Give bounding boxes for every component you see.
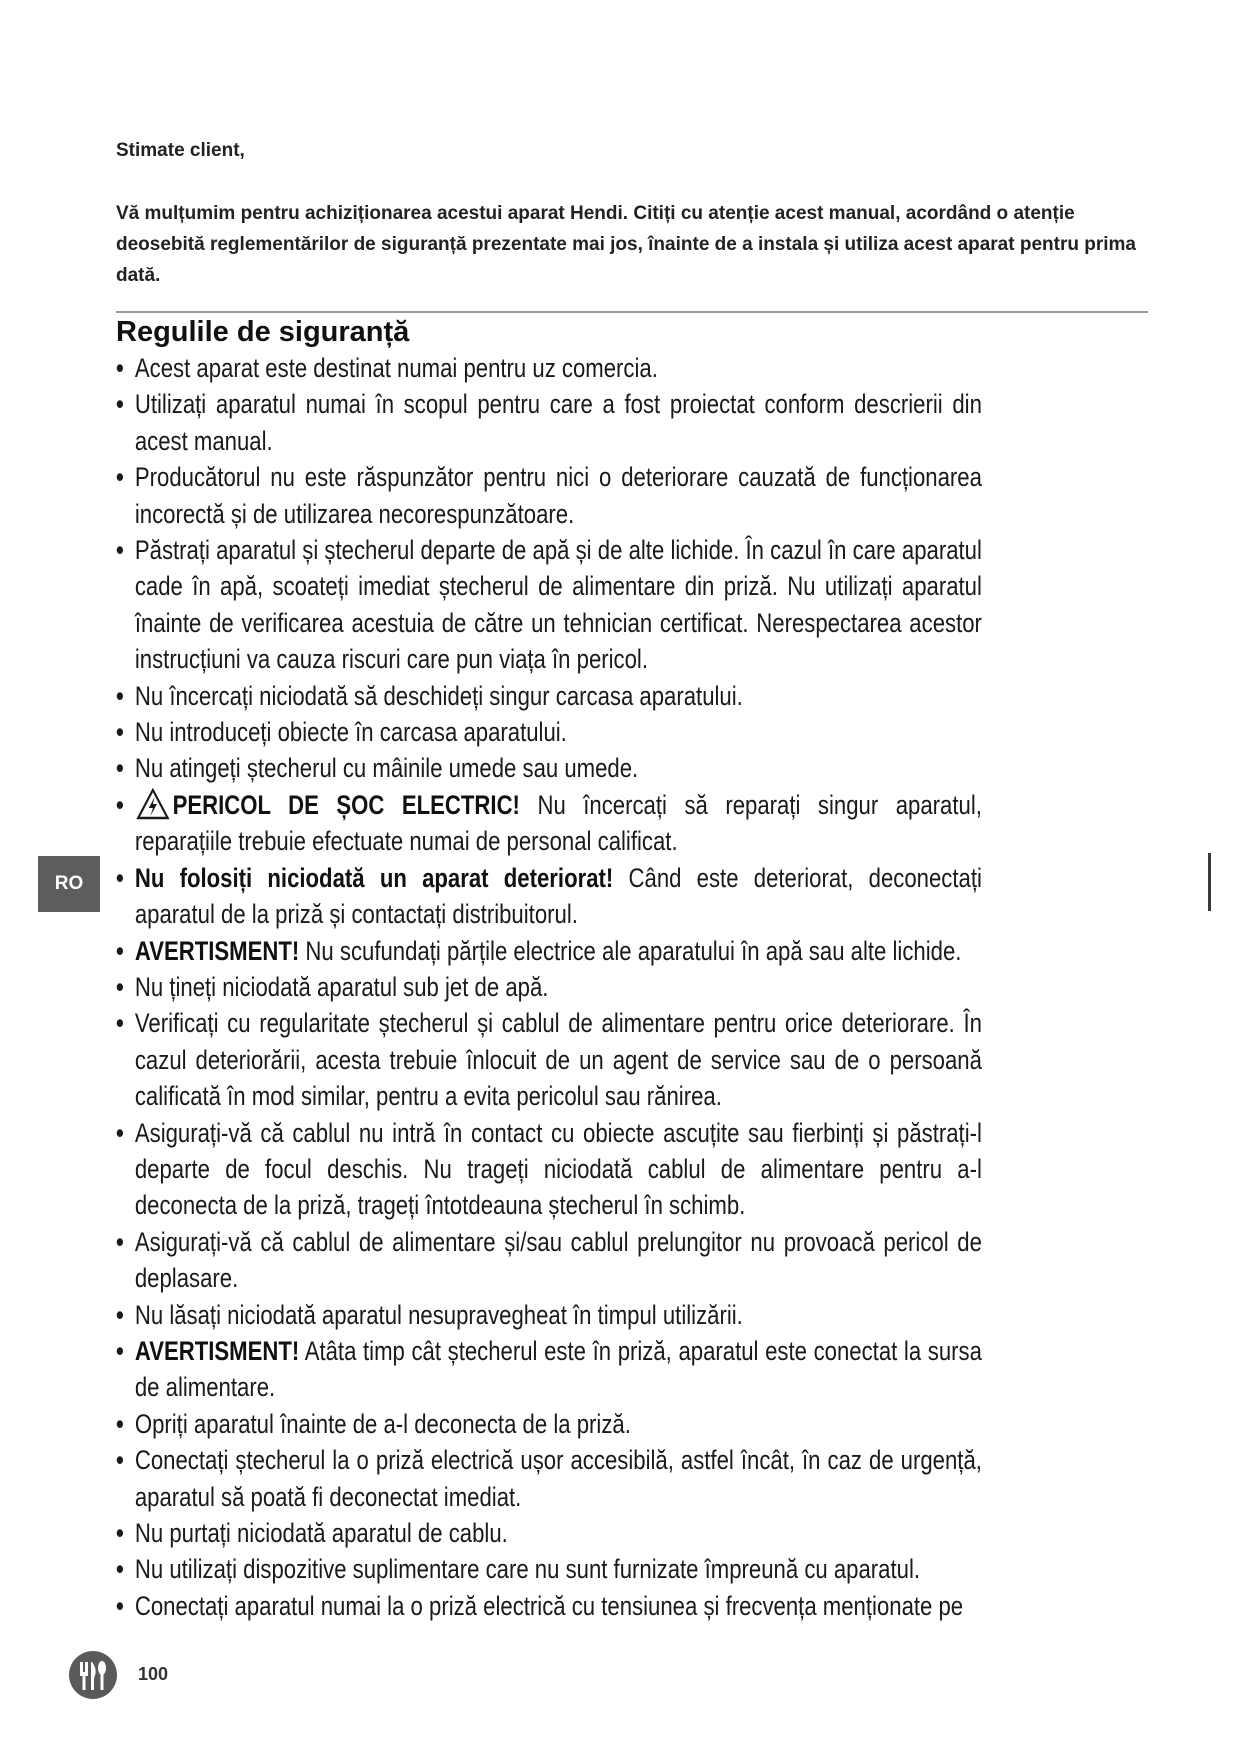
bullet: • [116, 680, 124, 711]
rule-text: Nu lăsați niciodată aparatul nesupravegheat în timpul utilizării. [134, 1299, 743, 1330]
bullet: • [116, 935, 124, 966]
rule-text: Nu utilizați dispozitive suplimentare care nu sunt furnizate împreună cu aparatul. [134, 1554, 921, 1585]
bullet: • [116, 1518, 124, 1548]
hendi-cutlery-logo-icon [68, 1650, 118, 1700]
edge-mark [1208, 853, 1211, 911]
rule-item [116, 1442, 982, 1515]
bullet: • [116, 1299, 124, 1330]
section-heading: Regulile de siguranță [116, 316, 410, 348]
bullet: • [116, 353, 124, 383]
bullet: • [116, 1408, 124, 1439]
rule-emphasis: PERICOL DE ȘOC ELECTRIC! [172, 789, 520, 820]
bullet: • [116, 1226, 124, 1257]
rule-text: Asigurați-vă că cablul nu intră în contact cu obiecte ascuțite sau fierbinți și păstrați-l departe de focul deschis. Nu trageți niciodată cablul de alimentare pentru a-l deconecta de la priză, trageți întotdeauna ștecherul în schimb. [134, 1117, 982, 1221]
rule-item [116, 750, 982, 786]
rule-item [116, 1115, 982, 1224]
rule-item [116, 1005, 982, 1114]
rule-item [116, 1551, 982, 1587]
rule-item [116, 1224, 982, 1297]
rule-text: Nu introduceți obiecte în carcasa aparatului. [134, 717, 567, 748]
bullet: • [116, 971, 124, 1002]
rule-item [116, 1333, 982, 1406]
rule-item [116, 386, 982, 459]
language-tab: RO [38, 856, 100, 912]
rule-text: Conectați ștecherul la o priză electrică ușor accesibilă, astfel încât, în caz de urgență, aparatul să poată fi deconectat imediat. [134, 1445, 982, 1512]
rule-text: Utilizați aparatul numai în scopul pentru care a fost proiectat conform descrierii din acest manual. [134, 389, 982, 456]
rule-item [116, 933, 982, 969]
bullet: • [116, 789, 124, 820]
rule-item [116, 787, 982, 860]
rule-text: Nu scufundați părțile electrice ale aparatului în apă sau alte lichide. [305, 935, 962, 966]
rule-item [116, 678, 982, 714]
rule-text: Opriți aparatul înainte de a-l deconecta de la priză. [134, 1408, 631, 1439]
rule-item [116, 1588, 982, 1624]
rule-item [116, 1406, 982, 1442]
rule-text: Acest aparat este destinat numai pentru uz comercia. [134, 353, 658, 383]
bullet: • [116, 1590, 124, 1621]
intro-paragraph: Vă mulțumim pentru achiziționarea acestui aparat Hendi. Citiți cu atenție acest manual, acordând o atenție deosebită reglementărilor de siguranță prezentate mai jos, înainte de a instala și utiliza acest aparat pentru prima dată. [116, 203, 1136, 286]
rule-text: Păstrați aparatul și ștecherul departe de apă și de alte lichide. În cazul în care aparatul cade în apă, scoateți imediat ștecherul de alimentare din priză. Nu utilizați aparatul înainte de verificarea acestuia de către un tehnician certificat. Nerespectarea acestor instrucțiuni va cauza riscuri care pun viața în pericol. [134, 535, 982, 675]
rule-item [116, 532, 982, 678]
rule-text: Nu purtați niciodată aparatul de cablu. [134, 1518, 508, 1548]
rule-item [116, 459, 982, 532]
rule-text: Verificați cu regularitate ștecherul și cablul de alimentare pentru orice deteriorare. În cazul deteriorării, acesta trebuie înlocuit de un agent de service sau de o persoană calificată în mod similar, pentru a evita pericolul sau rănirea. [134, 1008, 982, 1112]
rule-text: Nu atingeți ștecherul cu mâinile umede sau umede. [134, 753, 639, 784]
bullet: • [116, 462, 124, 493]
rule-text: Nu încercați niciodată să deschideți singur carcasa aparatului. [134, 680, 743, 711]
rule-item [116, 860, 982, 933]
rule-text: Producătorul nu este răspunzător pentru nici o deteriorare cauzată de funcționarea incorectă și de utilizarea necorespunzătoare. [134, 462, 982, 529]
rule-text: Atâta timp cât ștecherul este în priză, aparatul este conectat la sursa de alimentare. [134, 1335, 982, 1403]
safety-rules-list [116, 350, 982, 1624]
bullet: • [116, 535, 124, 566]
greeting: Stimate client, [116, 140, 245, 161]
bullet: • [116, 717, 124, 748]
bullet: • [116, 1117, 124, 1148]
bullet: • [116, 1008, 124, 1039]
rule-item [116, 1515, 982, 1551]
bullet: • [116, 1335, 124, 1366]
rule-text: Nu încercați să reparați singur aparatul, reparațiile trebuie efectuate numai de personal calificat. [134, 789, 982, 857]
rule-item [116, 350, 982, 386]
divider [116, 311, 1148, 313]
bullet: • [116, 1554, 124, 1585]
page-number: 100 [138, 1664, 169, 1684]
bullet: • [116, 1445, 124, 1476]
rule-emphasis: AVERTISMENT! [134, 1335, 300, 1366]
bullet: • [116, 753, 124, 784]
electric-hazard-icon [137, 788, 170, 820]
bullet: • [116, 389, 124, 420]
rule-emphasis: Nu folosiți niciodată un aparat deteriorat! [134, 862, 614, 893]
rule-text: Nu țineți niciodată aparatul sub jet de apă. [134, 971, 549, 1002]
rule-item [116, 714, 982, 750]
rule-item [116, 1297, 982, 1333]
rule-text: Când este deteriorat, deconectați aparatul de la priză și contactați distribuitorul. [134, 862, 982, 930]
rule-text: Asigurați-vă că cablul de alimentare și/sau cablul prelungitor nu provoacă pericol de deplasare. [134, 1226, 982, 1294]
rule-item [116, 969, 982, 1005]
bullet: • [116, 862, 124, 893]
rule-text: Conectați aparatul numai la o priză electrică cu tensiunea și frecvența menționate pe [134, 1590, 964, 1621]
rule-emphasis: AVERTISMENT! [134, 935, 300, 966]
